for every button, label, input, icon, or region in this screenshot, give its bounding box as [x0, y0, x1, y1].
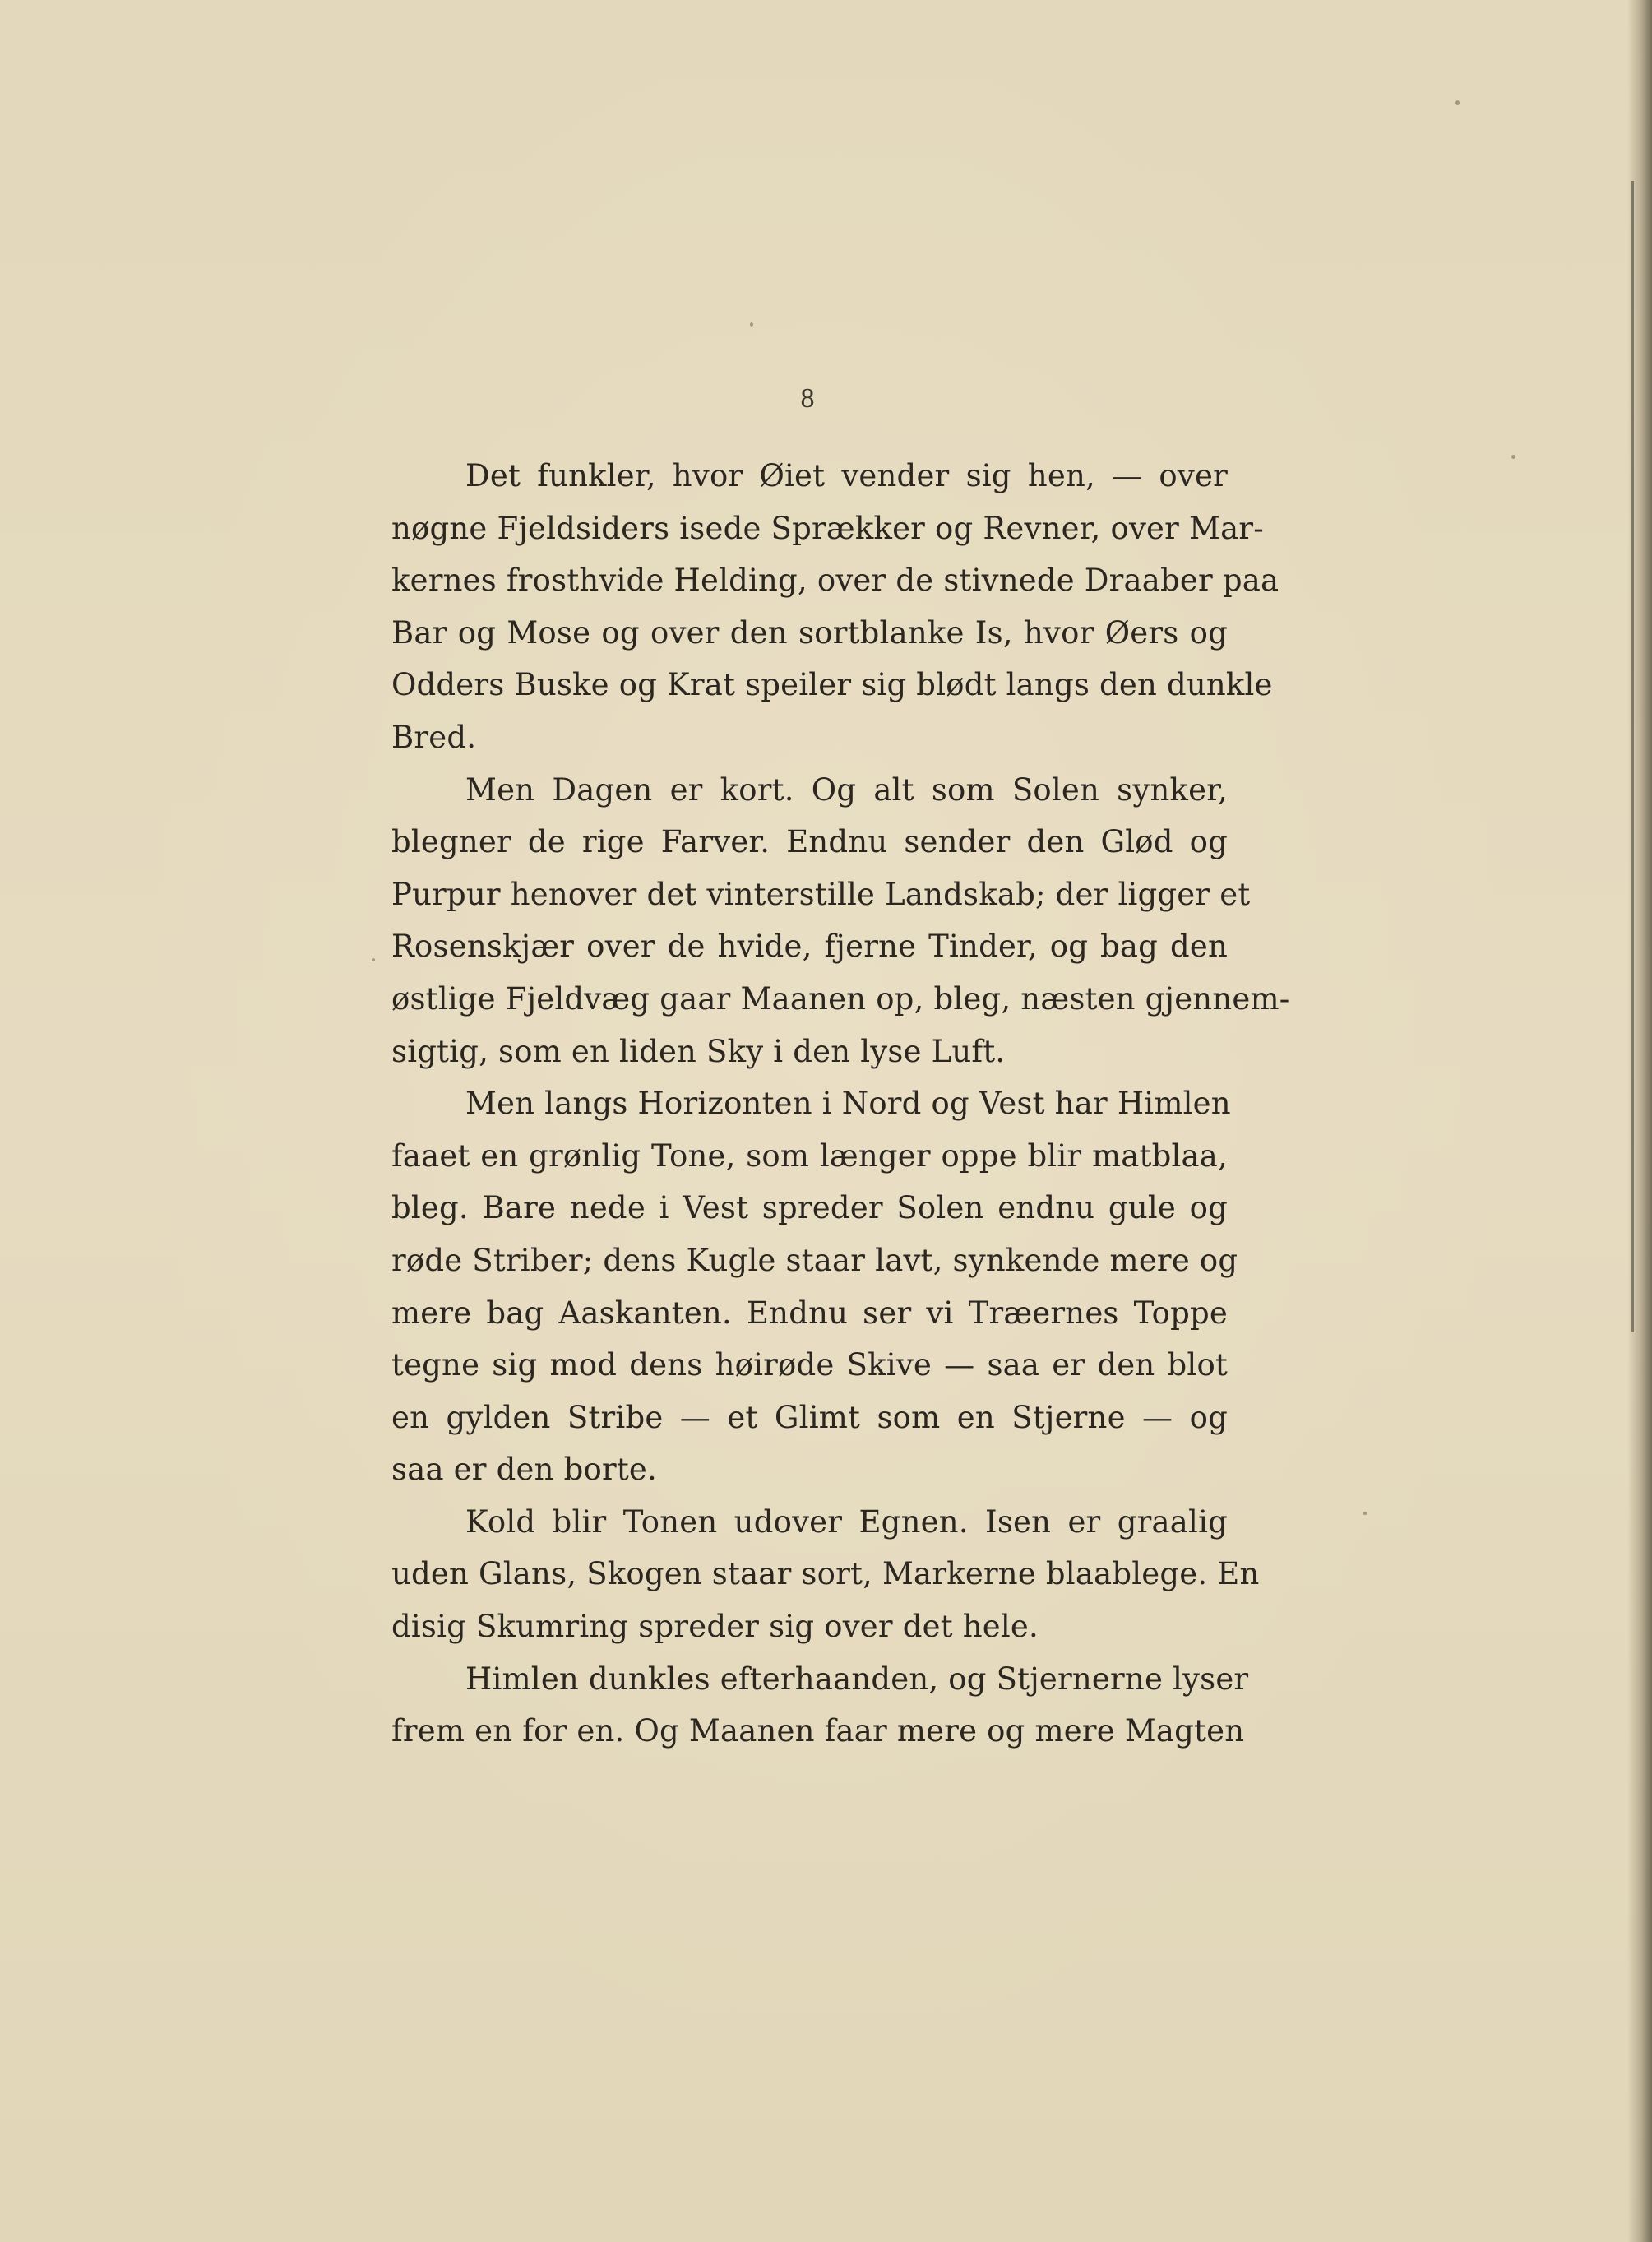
text-line: Men Dagen er kort. Og alt som Solen synker, — [465, 771, 1228, 808]
text-line: disig Skumring spreder sig over det hele. — [391, 1609, 1039, 1645]
text-line: Bred. — [391, 719, 477, 755]
text-line: Men langs Horizonten i Nord og Vest har Himlen — [465, 1086, 1231, 1122]
page-number: 8 — [800, 383, 815, 414]
paper-speck — [1363, 1512, 1367, 1515]
text-line: kernes frosthvide Helding, over de stivnede Draaber paa — [391, 563, 1279, 599]
text-line: uden Glans, Skogen staar sort, Markerne blaablege. En — [391, 1556, 1260, 1592]
paper-speck — [750, 322, 753, 327]
paper-speck — [372, 958, 375, 961]
text-line: saa er den borte. — [391, 1452, 657, 1488]
text-line: Himlen dunkles efterhaanden, og Stjernerne lyser — [465, 1661, 1249, 1697]
text-line: Purpur henover det vinterstille Landskab; der ligger et — [391, 876, 1251, 912]
text-line: østlige Fjeldvæg gaar Maanen op, bleg, næsten gjennem- — [391, 980, 1290, 1017]
paper-speck — [1511, 455, 1515, 459]
text-line: nøgne Fjeldsiders isede Sprækker og Revner, over Mar- — [391, 510, 1264, 546]
text-line: mere bag Aaskanten. Endnu ser vi Træernes Toppe — [391, 1295, 1228, 1331]
text-line: Det funkler, hvor Øiet vender sig hen, — over — [465, 458, 1228, 493]
text-line: Odders Buske og Krat speiler sig blødt langs den dunkle — [391, 667, 1273, 703]
text-line: Kold blir Tonen udover Egnen. Isen er graalig — [465, 1503, 1228, 1540]
text-line: Bar og Mose og over den sortblanke Is, hvor Øers og — [391, 614, 1228, 651]
body-text — [391, 450, 1290, 1758]
text-line: tegne sig mod dens høirøde Skive — saa er den blot — [391, 1347, 1228, 1383]
text-line: sigtig, som en liden Sky i den lyse Luft. — [391, 1033, 1006, 1069]
paper-speck — [1455, 100, 1460, 105]
text-line: frem en for en. Og Maanen faar mere og mere Magten — [391, 1713, 1245, 1749]
text-line: blegner de rige Farver. Endnu sender den Glød og — [391, 824, 1228, 860]
text-line: røde Striber; dens Kugle staar lavt, synkende mere og — [391, 1242, 1238, 1278]
text-line: faaet en grønlig Tone, som længer oppe blir matblaa, — [391, 1137, 1228, 1174]
binding-edge-line — [1631, 181, 1634, 1332]
text-line: en gylden Stribe — et Glimt som en Stjerne — og — [391, 1399, 1228, 1435]
text-line: Rosenskjær over de hvide, fjerne Tinder, og bag den — [391, 929, 1228, 965]
text-line: bleg. Bare nede i Vest spreder Solen endnu gule og — [391, 1190, 1228, 1226]
